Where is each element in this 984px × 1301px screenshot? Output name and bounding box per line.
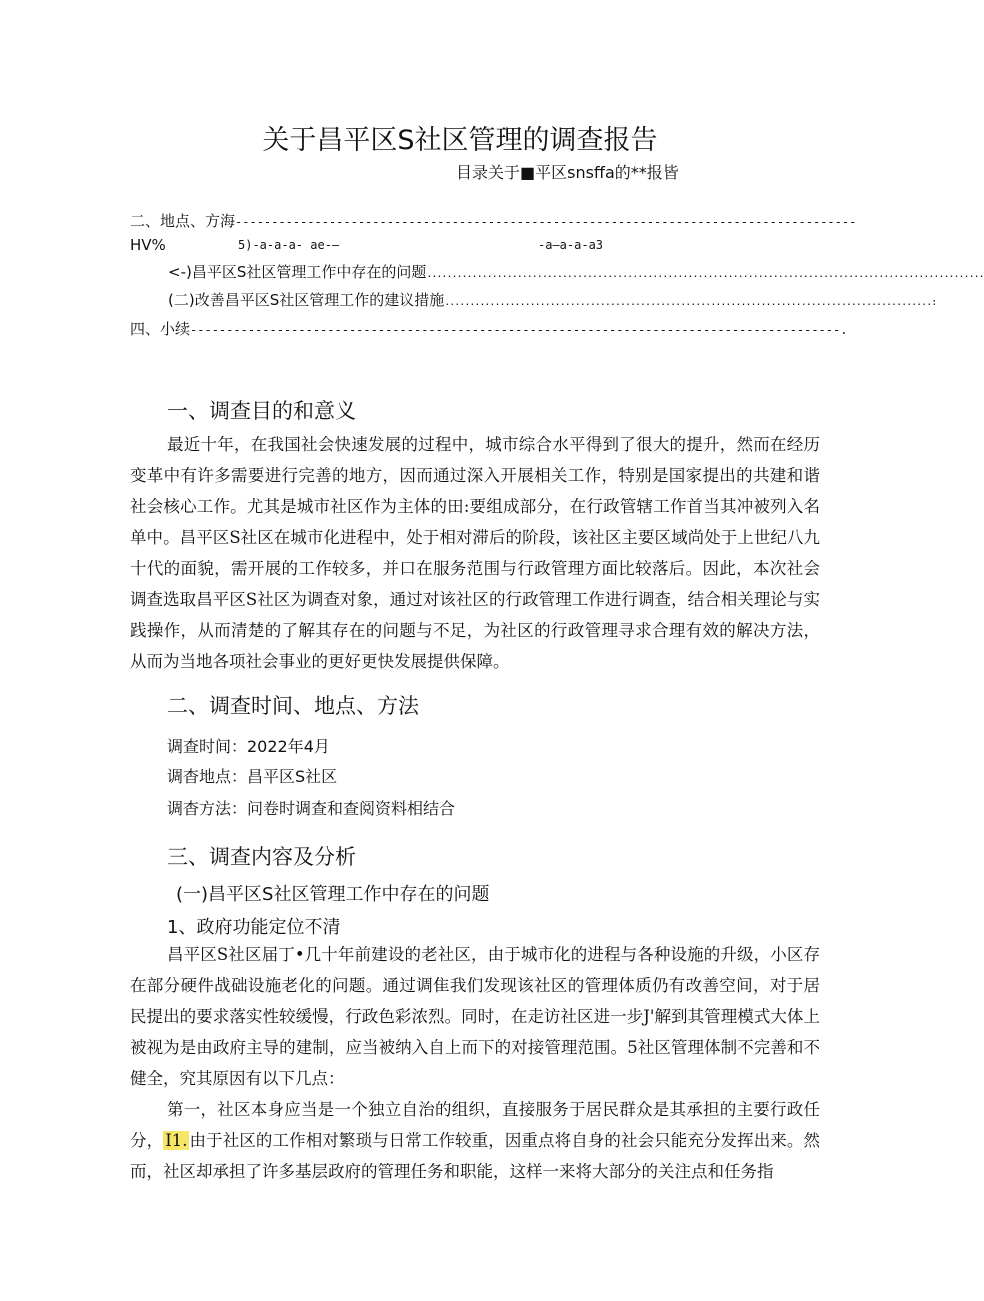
survey-time: 调查时间：2022年4月 <box>167 737 330 756</box>
toc-item-label: 四、小续 <box>130 320 191 338</box>
toc-item-label: HV% <box>130 236 166 254</box>
toc-item-label: 二、地点、方海 <box>130 212 236 230</box>
toc-leader: -------------------------------------------------------------------------------------- <box>235 215 857 229</box>
survey-method: 调杳方法：问卷时调查和查阅资料相结合 <box>167 799 456 818</box>
toc-heading: 目录关于■平区snsffa的**报皆 <box>456 163 679 182</box>
toc-leader: .................................................................................................: <box>444 297 937 308</box>
toc-item-garbled[interactable] <box>130 236 830 254</box>
paragraph-text: 第一，社区本身应当是一个独立自治的组织，直接服务于居民群众是其承担的主要行政任分， <box>130 1100 820 1150</box>
toc-page-number: -a—a-a-a3 <box>538 238 604 252</box>
paragraph-purpose: 最近十年，在我国社会快速发展的过程中，城市综合水平得到了很大的提升，然而在经历变革中有许多需要进行完善的地方，因而通过深入开展相关工作，特别是国家提出的共建和谐社会核心工作。尤其是城市社区作为主体的田:要组成部分，在行政管辖工作首当其冲被列入名单中。昌平区S社区在城市化进程中，处于相对滞后的阶段，该社区主要区域尚处于上世纪八九十代的面貌，需开展的工作较多，并口在服务范围与行政管理方面比较落后。因此，本次社会调查选取昌平区S社区为调查对象，通过对该社区的行政管理工作进行调查，结合相关理论与实践操作，从而清楚的了解其存在的问题与不足，为社区的行政管理寻求合理有效的解决方法，从而为当地各项社会事业的更好更快发展提供保障。 <box>130 435 820 671</box>
toc-leader: ------------------------------------------------------------------------------------------. <box>190 323 848 337</box>
toc-item-label: <-)昌平区S社区管理工作中存在的问题 <box>168 263 427 281</box>
paragraph-first-reason <box>130 1094 820 1187</box>
toc-leader: 5)-a-a-a- ae-— <box>238 238 340 252</box>
toc-item-problems[interactable] <box>168 261 984 282</box>
highlighted-marker: I1. <box>165 1131 188 1150</box>
survey-place: 调杳地点：昌平区S社区 <box>167 767 338 786</box>
toc-item-label: (二)改善昌平区S社区管理工作的建议措施 <box>168 291 445 309</box>
toc-item-summary[interactable] <box>130 318 847 339</box>
paragraph-government-role: 昌平区S社区届丁•几十年前建设的老社区，由于城市化的进程与各种设施的升级，小区存在部分硬件战础设施老化的问题。通过调隹我们发现该社区的管理体质仍有改善空间，对于居民提出的要求落实性较缓慢，行政色彩浓烈。同时，在走访社区进一步J'解到其管理模式大体上被视为是由政府主导的建制，应当被纳入自上而下的对接管理范围。5社区管理体制不完善和不健全，究其原因有以下几点： <box>130 945 820 1088</box>
paragraph-text: 由于社区的工作相对繁琐与日常工作较重，因重点将自身的社会只能充分发挥出来。然而，社区却承担了许多基层政府的管理任务和职能，这样一来将大部分的关注点和任务指 <box>130 1131 821 1181</box>
toc-leader: ............................................................................................................... <box>426 269 984 280</box>
section-heading-content-analysis: 三、调查内容及分析 <box>167 845 356 869</box>
section-heading-time-place-method: 二、调查时间、地点、方法 <box>167 694 419 718</box>
toc-item-location[interactable] <box>130 210 856 231</box>
subsection-heading-problems: (一)昌平区S社区管理工作中存在的问题 <box>176 884 490 905</box>
toc-item-suggestions[interactable] <box>168 289 936 310</box>
document-title: 关于昌平区S社区管理的调查报告 <box>262 125 658 156</box>
point-heading-government-role: 1、政府功能定位不清 <box>167 917 341 938</box>
section-heading-purpose: 一、调查目的和意义 <box>167 399 356 423</box>
